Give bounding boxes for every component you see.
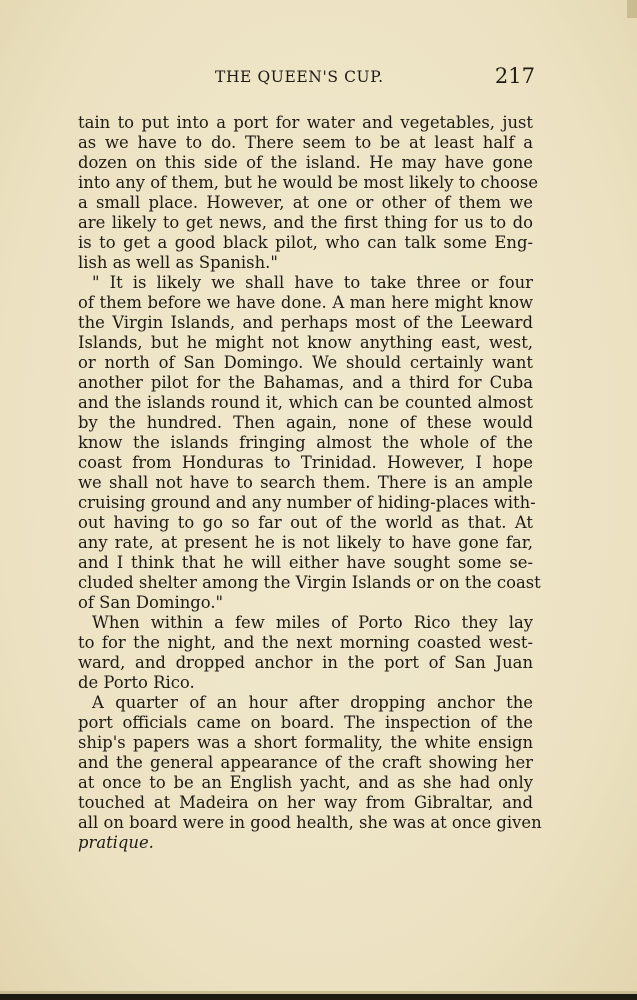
text-line: all on board were in good health, she was at once given xyxy=(78,813,542,832)
body-text xyxy=(78,113,542,853)
text-line: at once to be an English yacht, and as she had only xyxy=(78,773,533,792)
running-head xyxy=(215,64,535,94)
text-line: another pilot for the Bahamas, and a third for Cuba xyxy=(78,373,533,392)
running-title: THE QUEEN'S CUP. xyxy=(215,68,384,86)
text-line: and I think that he will either have sought some se- xyxy=(78,553,533,572)
text-line: into any of them, but he would be most likely to choose xyxy=(78,173,539,192)
text-line: ship's papers was a short formality, the white ensign xyxy=(78,733,533,752)
text-line: and the islands round it, which can be counted almost xyxy=(78,393,533,412)
text-line: coast from Honduras to Trinidad. However, I hope xyxy=(78,453,533,472)
text-line: as we have to do. There seem to be at least half a xyxy=(78,133,533,152)
text-line: touched at Madeira on her way from Gibraltar, and xyxy=(78,793,533,812)
text-line: a small place. However, at one or other of them we xyxy=(78,193,533,212)
text-line: Islands, but he might not know anything east, west, xyxy=(78,333,533,352)
text-line: port officials came on board. The inspection of the xyxy=(78,713,533,732)
paragraph-start: " It is likely we shall have to take three or four xyxy=(92,273,533,292)
text-line: is to get a good black pilot, who can talk some Eng- xyxy=(78,233,533,252)
text-line: know the islands fringing almost the whole of the xyxy=(78,433,533,452)
text-line: cluded shelter among the Virgin Islands or on the coast xyxy=(78,573,541,592)
text-line: ward, and dropped anchor in the port of San Juan xyxy=(78,653,533,672)
text-line: we shall not have to search them. There is an ample xyxy=(78,473,533,492)
text-line: the Virgin Islands, and perhaps most of the Leeward xyxy=(78,313,533,332)
page-edge-mark xyxy=(627,0,637,18)
text-line: cruising ground and any number of hiding-places with- xyxy=(78,493,536,512)
text-line: of them before we have done. A man here might know xyxy=(78,293,533,312)
paragraph-start: When within a few miles of Porto Rico they lay xyxy=(92,613,533,632)
text-line: any rate, at present he is not likely to have gone far, xyxy=(78,533,533,552)
text-line: dozen on this side of the island. He may have gone xyxy=(78,153,533,172)
text-line: are likely to get news, and the first thing for us to do xyxy=(78,213,533,232)
text-line: and the general appearance of the craft showing her xyxy=(78,753,533,772)
text-line: out having to go so far out of the world as that. At xyxy=(78,513,533,532)
text-line: de Porto Rico. xyxy=(78,673,195,692)
text-line: to for the night, and the next morning coasted west- xyxy=(78,633,533,652)
text-line: of San Domingo." xyxy=(78,593,224,612)
paragraph-start: A quarter of an hour after dropping anchor the xyxy=(92,693,533,712)
text-line: pratique. xyxy=(78,833,154,852)
text-line: tain to put into a port for water and vegetables, just xyxy=(78,113,533,132)
text-line: lish as well as Spanish." xyxy=(78,253,278,272)
scan-edge xyxy=(0,994,637,1000)
page-number: 217 xyxy=(494,64,535,88)
text-line: by the hundred. Then again, none of these would xyxy=(78,413,533,432)
text-line: or north of San Domingo. We should certainly want xyxy=(78,353,533,372)
